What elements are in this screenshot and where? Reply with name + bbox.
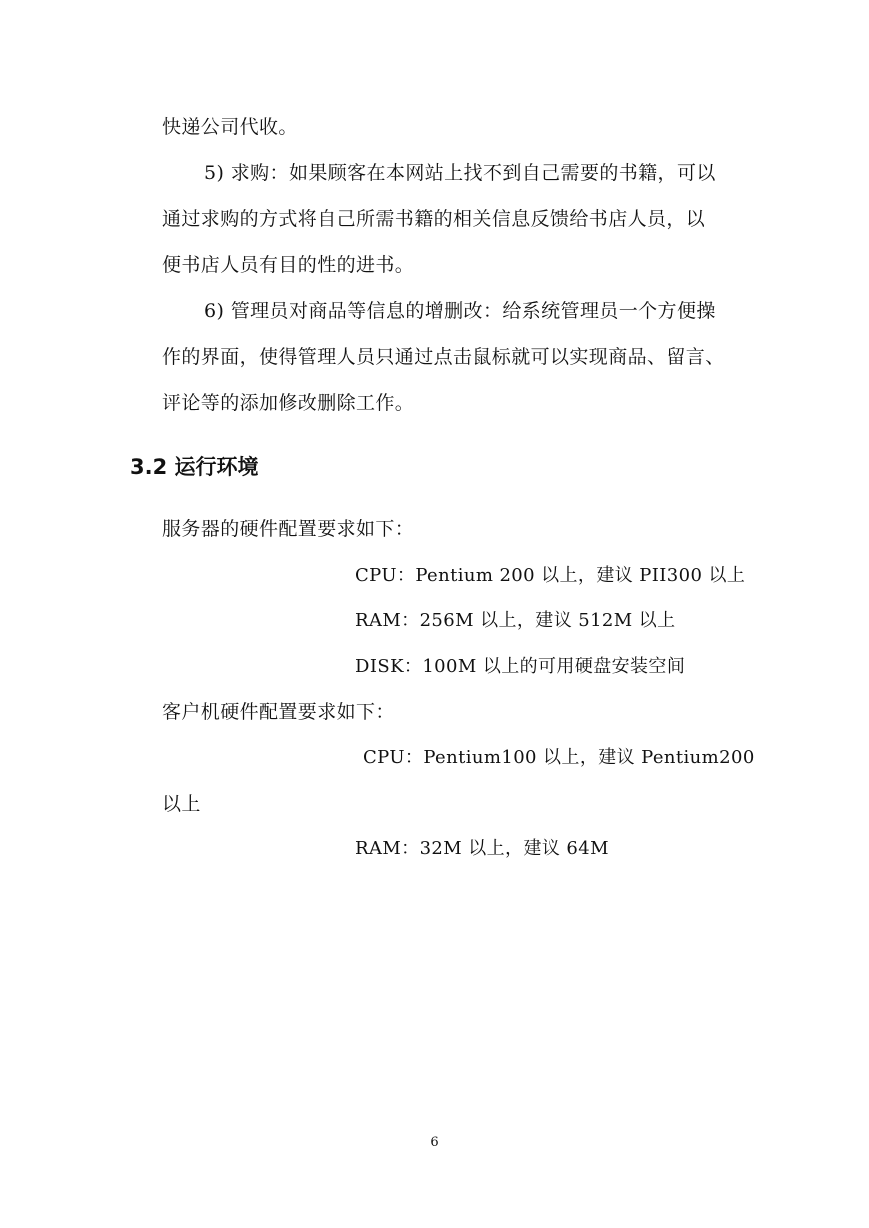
paragraph-line: 5) 求购：如果顾客在本网站上找不到自己需要的书籍，可以	[204, 162, 716, 184]
server-disk-requirement: DISK：100M 以上的可用硬盘安装空间	[355, 656, 686, 677]
section-heading: 3.2 运行环境	[130, 455, 259, 479]
paragraph-line: 6) 管理员对商品等信息的增删改：给系统管理员一个方便操	[204, 300, 716, 322]
client-intro: 客户机硬件配置要求如下：	[162, 701, 395, 723]
paragraph-line: 快递公司代收。	[162, 116, 298, 138]
client-cpu-requirement-continued: 以上	[162, 793, 201, 815]
server-ram-requirement: RAM：256M 以上，建议 512M 以上	[355, 610, 676, 631]
server-cpu-requirement: CPU：Pentium 200 以上，建议 PII300 以上	[355, 565, 746, 586]
paragraph-line: 评论等的添加修改删除工作。	[162, 392, 415, 414]
paragraph-line: 作的界面，使得管理人员只通过点击鼠标就可以实现商品、留言、	[162, 346, 725, 368]
paragraph-line: 便书店人员有目的性的进书。	[162, 254, 415, 276]
client-ram-requirement: RAM：32M 以上，建议 64M	[355, 838, 609, 859]
page-number: 6	[430, 1135, 439, 1150]
paragraph-line: 通过求购的方式将自己所需书籍的相关信息反馈给书店人员，以	[162, 208, 706, 230]
client-cpu-requirement: CPU：Pentium100 以上，建议 Pentium200	[363, 747, 755, 768]
server-intro: 服务器的硬件配置要求如下：	[162, 518, 415, 540]
